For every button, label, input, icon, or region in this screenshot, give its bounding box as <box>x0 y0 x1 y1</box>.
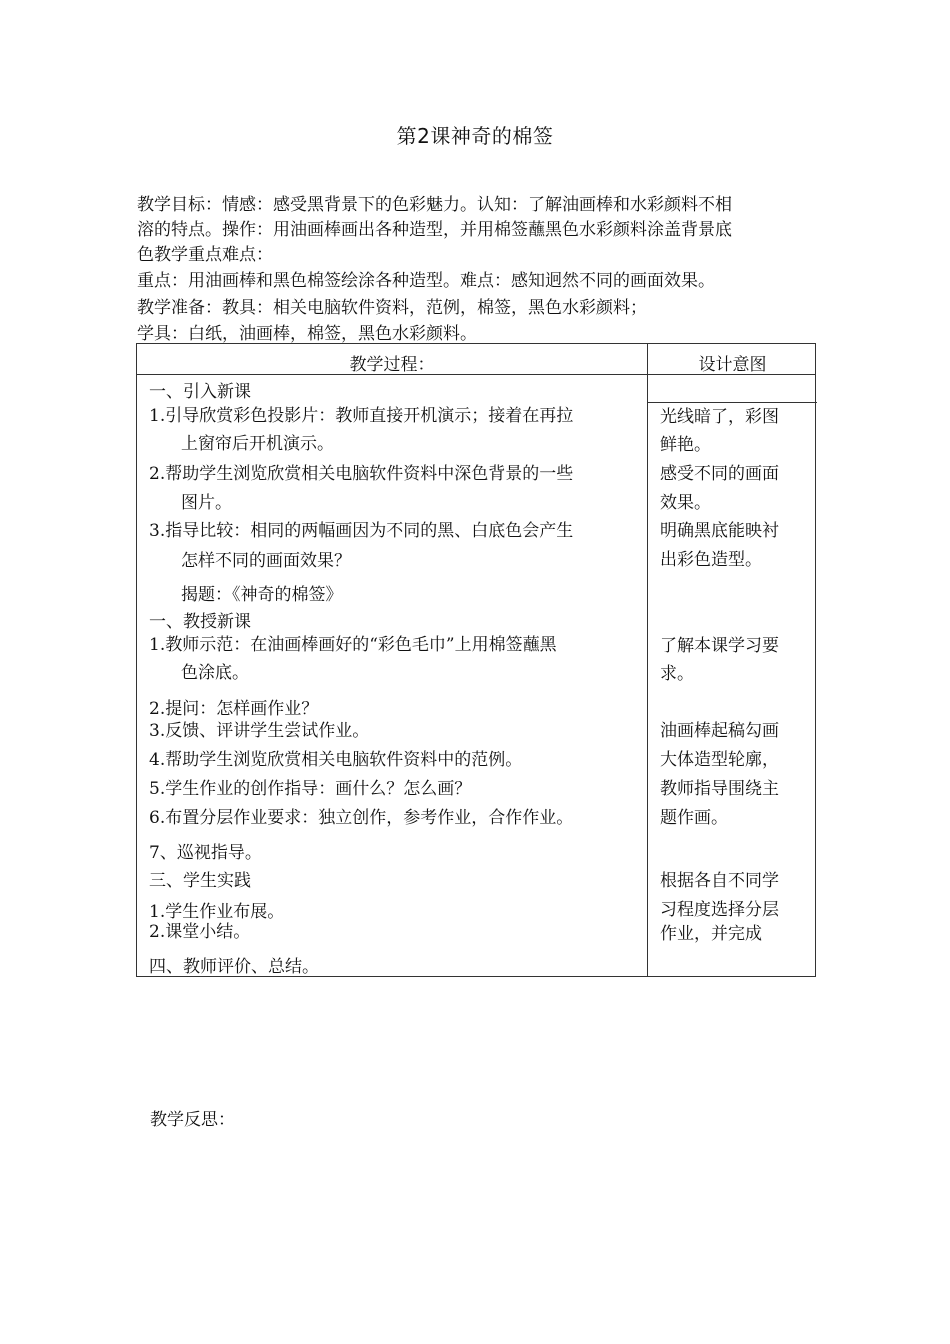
intent-line: 油画棒起稿勾画 <box>660 721 779 741</box>
process-line: 上窗帘后开机演示。 <box>181 434 334 454</box>
intro-line: 溶的特点。操作：用油画棒画出各种造型，并用棉签蘸黑色水彩颜料涂盖背景底 <box>137 220 732 240</box>
column-divider <box>647 344 648 976</box>
process-line: 7、巡视指导。 <box>149 843 262 863</box>
process-line: 1.引导欣赏彩色投影片：教师直接开机演示；接着在再拉 <box>149 406 574 426</box>
intent-line: 根据各自不同学 <box>660 871 779 891</box>
process-line: 一、引入新课 <box>149 382 251 402</box>
process-line: 怎样不同的画面效果？ <box>181 551 351 571</box>
process-line: 2.提问：怎样画作业？ <box>149 699 319 719</box>
process-line: 3.反馈、评讲学生尝试作业。 <box>149 721 370 741</box>
intent-line: 大体造型轮廓， <box>660 750 779 770</box>
intro-line: 色教学重点难点： <box>137 245 273 265</box>
intent-line: 习程度选择分层 <box>660 900 779 920</box>
process-line: 色涂底。 <box>181 663 249 683</box>
lesson-table <box>136 343 816 977</box>
process-line: 2.帮助学生浏览欣赏相关电脑软件资料中深色背景的一些 <box>149 464 574 484</box>
process-line: 2.课堂小结。 <box>149 922 251 942</box>
intent-line: 作业，并完成 <box>660 924 762 944</box>
intent-line: 感受不同的画面 <box>660 464 779 484</box>
process-line: 一、教授新课 <box>149 612 251 632</box>
intent-line: 鲜艳。 <box>660 435 711 455</box>
intro-line: 教学目标：情感：感受黑背景下的色彩魅力。认知：了解油画棒和水彩颜料不相 <box>137 195 732 215</box>
header-intent: 设计意图 <box>698 355 767 375</box>
intent-line: 光线暗了，彩图 <box>660 407 779 427</box>
intro-line: 重点：用油画棒和黑色棉签绘涂各种造型。难点：感知迥然不同的画面效果。 <box>137 271 715 291</box>
process-line: 3.指导比较：相同的两幅画因为不同的黑、白底色会产生 <box>149 521 574 541</box>
intent-line: 出彩色造型。 <box>660 550 762 570</box>
process-line: 1.学生作业布展。 <box>149 902 285 922</box>
page-title: 第2课神奇的棉签 <box>396 124 554 148</box>
intent-divider <box>647 402 817 403</box>
intent-line: 题作画。 <box>660 808 728 828</box>
process-line: 1.教师示范：在油画棒画好的“彩色毛巾”上用棉签蘸黑 <box>149 635 557 655</box>
process-line: 6.布置分层作业要求：独立创作，参考作业，合作作业。 <box>149 808 574 828</box>
reflection-label: 教学反思： <box>150 1110 235 1130</box>
process-line: 四、教师评价、总结。 <box>149 957 319 977</box>
process-line: 4.帮助学生浏览欣赏相关电脑软件资料中的范例。 <box>149 750 523 770</box>
intro-line: 教学准备：教具：相关电脑软件资料，范例，棉签，黑色水彩颜料； <box>137 298 647 318</box>
header-process: 教学过程： <box>349 355 435 375</box>
process-line: 5.学生作业的创作指导：画什么？怎么画？ <box>149 779 472 799</box>
intent-line: 明确黑底能映衬 <box>660 521 779 541</box>
intent-line: 教师指导围绕主 <box>660 779 779 799</box>
process-line: 图片。 <box>181 493 232 513</box>
process-line: 三、学生实践 <box>149 871 251 891</box>
intro-line: 学具：白纸，油画棒，棉签，黑色水彩颜料。 <box>137 324 477 344</box>
intent-line: 求。 <box>660 664 694 684</box>
process-line: 揭题：《神奇的棉签》 <box>181 585 343 605</box>
intent-line: 效果。 <box>660 493 711 513</box>
intent-line: 了解本课学习要 <box>660 636 779 656</box>
